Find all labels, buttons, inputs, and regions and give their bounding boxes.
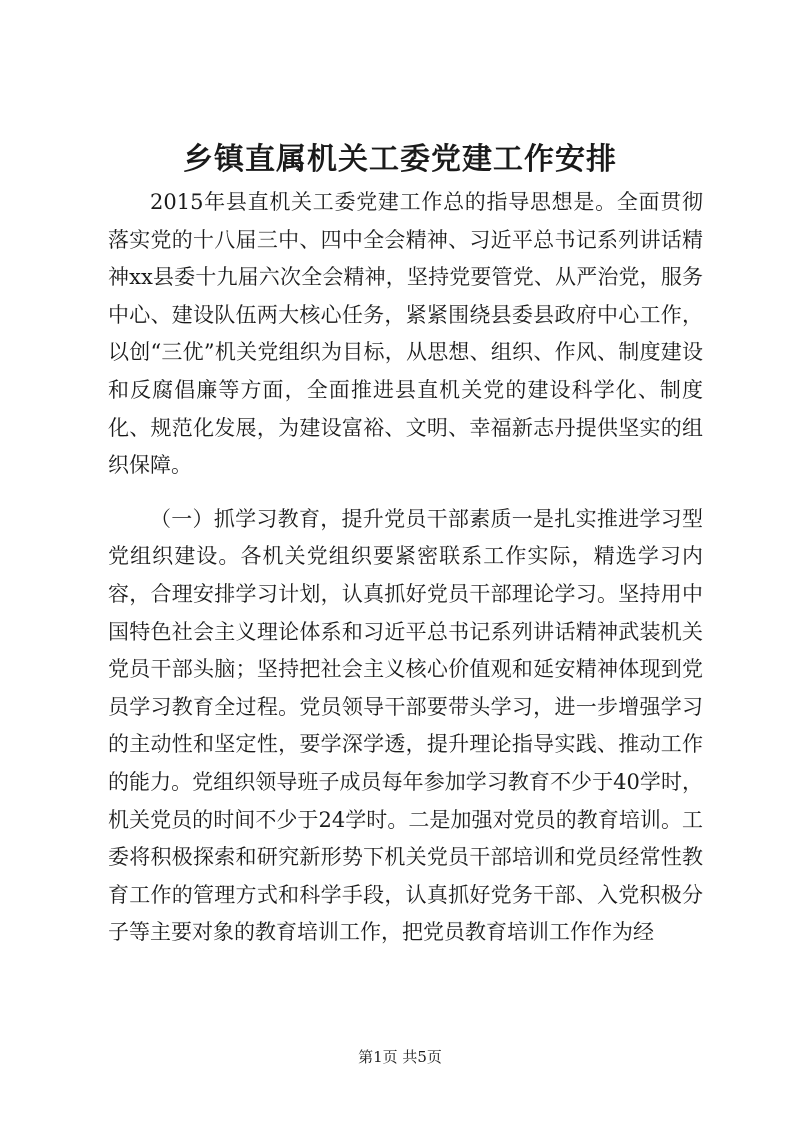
paragraph-study-education: （一）抓学习教育，提升党员干部素质一是扎实推进学习型党组织建设。各机关党组织要紧密联系工作实际，精选学习内容，合理安排学习计划，认真抓好党员干部理论学习。坚持用中国特色社会主义理论体系和习近平总书记系列讲话精神武装机关党员干部头脑；坚持把社会主义核心价值观和延安精神体现到党员学习教育全过程。党员领导干部要带头学习，进一步增强学习的主动性和坚定性，要学深学透，提升理论指导实践、推动工作的能力。党组织领导班子成员每年参加学习教育不少于40学时，机关党员的时间不少于24学时。二是加强对党员的教育培训。工委将积极探索和研究新形势下机关党员干部培训和党员经常性教育工作的管理方式和科学手段，认真抓好党务干部、入党积极分子等主要对象的教育培训工作，把党员教育培训工作作为经 xyxy=(108,506,703,945)
paragraph-guiding-ideology: 2015年县直机关工委党建工作总的指导思想是。全面贯彻落实党的十八届三中、四中全会精神、习近平总书记系列讲话精神xx县委十九届六次全会精神，坚持党要管党、从严治党，服务中心、建设队伍两大核心任务，紧紧围绕县委县政府中心工作，以创“三优”机关党组织为目标，从思想、组织、作风、制度建设和反腐倡廉等方面，全面推进县直机关党的建设科学化、制度化、规范化发展，为建设富裕、文明、幸福新志丹提供坚实的组织保障。 xyxy=(108,190,703,478)
document-title: 乡镇直属机关工委党建工作安排 xyxy=(183,142,617,177)
document-body xyxy=(108,184,703,952)
page-footer: 第1页 共5页 xyxy=(358,1048,442,1066)
